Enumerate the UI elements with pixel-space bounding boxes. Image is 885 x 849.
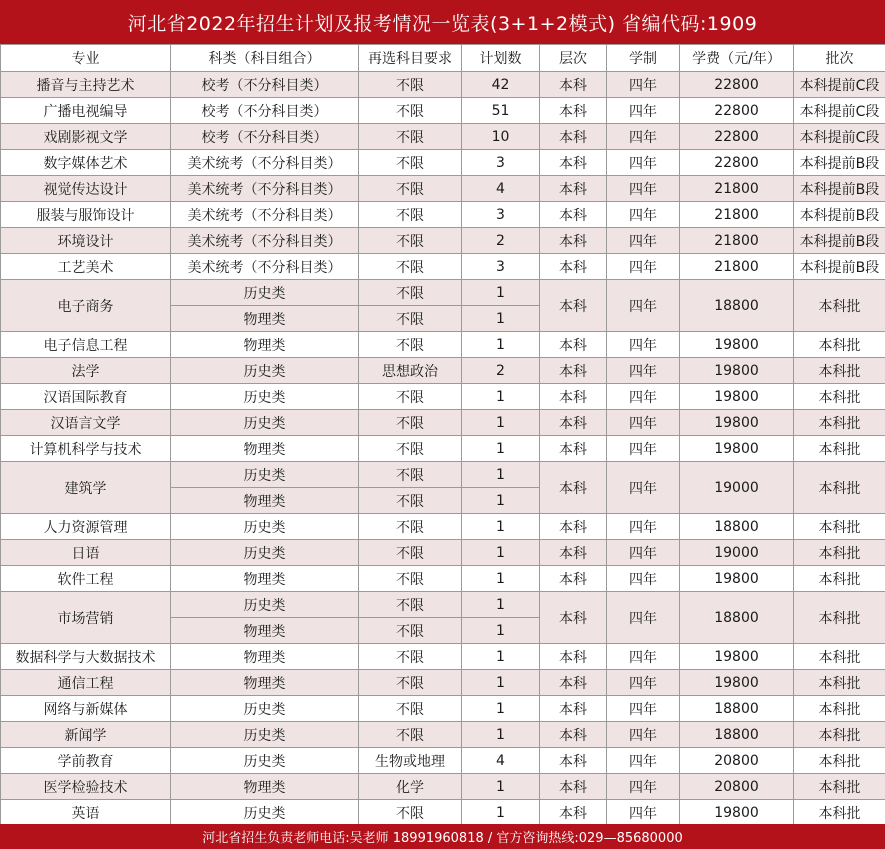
plan-count-cell: 1 <box>462 410 540 436</box>
table-row <box>1 670 885 696</box>
duration-cell: 四年 <box>607 670 680 696</box>
batch-cell: 本科批 <box>794 410 885 436</box>
batch-cell: 本科提前B段 <box>794 228 885 254</box>
plan-count-cell: 1 <box>462 462 540 488</box>
plan-count-cell: 1 <box>462 696 540 722</box>
batch-cell: 本科批 <box>794 774 885 800</box>
level-cell: 本科 <box>540 566 607 592</box>
duration-cell: 四年 <box>607 540 680 566</box>
table-row <box>1 176 885 202</box>
table-row <box>1 800 885 826</box>
level-cell: 本科 <box>540 358 607 384</box>
tuition-cell: 19800 <box>680 644 794 670</box>
category-cell: 物理类 <box>171 670 359 696</box>
category-cell: 历史类 <box>171 410 359 436</box>
level-cell: 本科 <box>540 176 607 202</box>
tuition-cell: 19800 <box>680 332 794 358</box>
batch-cell: 本科批 <box>794 800 885 826</box>
major-cell: 英语 <box>1 800 171 826</box>
plan-count-cell: 1 <box>462 670 540 696</box>
requirement-cell: 不限 <box>359 280 462 306</box>
duration-cell: 四年 <box>607 436 680 462</box>
major-cell: 电子商务 <box>1 280 171 332</box>
level-cell: 本科 <box>540 436 607 462</box>
category-cell: 美术统考（不分科目类） <box>171 202 359 228</box>
category-cell: 历史类 <box>171 696 359 722</box>
table-row <box>1 644 885 670</box>
level-cell: 本科 <box>540 228 607 254</box>
level-cell: 本科 <box>540 202 607 228</box>
requirement-cell: 不限 <box>359 124 462 150</box>
level-cell: 本科 <box>540 514 607 540</box>
category-cell: 校考（不分科目类） <box>171 98 359 124</box>
requirement-cell: 不限 <box>359 722 462 748</box>
batch-cell: 本科批 <box>794 722 885 748</box>
table-row <box>1 410 885 436</box>
plan-count-cell: 1 <box>462 436 540 462</box>
tuition-cell: 19000 <box>680 540 794 566</box>
plan-count-cell: 1 <box>462 644 540 670</box>
category-cell: 历史类 <box>171 748 359 774</box>
category-cell: 物理类 <box>171 774 359 800</box>
level-cell: 本科 <box>540 332 607 358</box>
plan-count-cell: 4 <box>462 748 540 774</box>
level-cell: 本科 <box>540 774 607 800</box>
table-header-row <box>1 45 885 72</box>
table-row <box>1 228 885 254</box>
major-cell: 服装与服饰设计 <box>1 202 171 228</box>
duration-cell: 四年 <box>607 202 680 228</box>
duration-cell: 四年 <box>607 254 680 280</box>
table-row <box>1 774 885 800</box>
table-row <box>1 332 885 358</box>
requirement-cell: 不限 <box>359 98 462 124</box>
plan-count-cell: 1 <box>462 280 540 306</box>
table-row <box>1 254 885 280</box>
major-cell: 电子信息工程 <box>1 332 171 358</box>
tuition-cell: 22800 <box>680 98 794 124</box>
plan-count-cell: 1 <box>462 618 540 644</box>
contact-footer: 河北省招生负责老师电话:吴老师 18991960818 / 官方咨询热线:029—85680000 <box>0 824 885 849</box>
level-cell: 本科 <box>540 540 607 566</box>
category-cell: 美术统考（不分科目类） <box>171 176 359 202</box>
major-cell: 视觉传达设计 <box>1 176 171 202</box>
batch-cell: 本科批 <box>794 462 885 514</box>
requirement-cell: 不限 <box>359 514 462 540</box>
major-cell: 戏剧影视文学 <box>1 124 171 150</box>
category-cell: 物理类 <box>171 618 359 644</box>
requirement-cell: 不限 <box>359 618 462 644</box>
table-row <box>1 72 885 98</box>
column-header: 科类（科目组合） <box>171 45 359 72</box>
level-cell: 本科 <box>540 670 607 696</box>
requirement-cell: 不限 <box>359 332 462 358</box>
table-row <box>1 150 885 176</box>
tuition-cell: 19800 <box>680 670 794 696</box>
major-cell: 医学检验技术 <box>1 774 171 800</box>
plan-count-cell: 1 <box>462 306 540 332</box>
duration-cell: 四年 <box>607 98 680 124</box>
batch-cell: 本科批 <box>794 436 885 462</box>
category-cell: 物理类 <box>171 644 359 670</box>
category-cell: 历史类 <box>171 280 359 306</box>
plan-count-cell: 1 <box>462 332 540 358</box>
major-cell: 计算机科学与技术 <box>1 436 171 462</box>
major-cell: 网络与新媒体 <box>1 696 171 722</box>
major-cell: 数据科学与大数据技术 <box>1 644 171 670</box>
plan-count-cell: 1 <box>462 540 540 566</box>
duration-cell: 四年 <box>607 280 680 332</box>
category-cell: 历史类 <box>171 514 359 540</box>
table-row <box>1 566 885 592</box>
level-cell: 本科 <box>540 98 607 124</box>
table-row <box>1 748 885 774</box>
batch-cell: 本科批 <box>794 592 885 644</box>
batch-cell: 本科批 <box>794 540 885 566</box>
requirement-cell: 不限 <box>359 462 462 488</box>
plan-count-cell: 2 <box>462 358 540 384</box>
level-cell: 本科 <box>540 410 607 436</box>
duration-cell: 四年 <box>607 124 680 150</box>
batch-cell: 本科批 <box>794 566 885 592</box>
tuition-cell: 21800 <box>680 228 794 254</box>
major-cell: 数字媒体艺术 <box>1 150 171 176</box>
level-cell: 本科 <box>540 592 607 644</box>
level-cell: 本科 <box>540 696 607 722</box>
batch-cell: 本科批 <box>794 748 885 774</box>
requirement-cell: 不限 <box>359 228 462 254</box>
requirement-cell: 不限 <box>359 410 462 436</box>
batch-cell: 本科批 <box>794 358 885 384</box>
table-row <box>1 358 885 384</box>
category-cell: 历史类 <box>171 722 359 748</box>
column-header: 学费（元/年） <box>680 45 794 72</box>
tuition-cell: 22800 <box>680 124 794 150</box>
duration-cell: 四年 <box>607 462 680 514</box>
level-cell: 本科 <box>540 800 607 826</box>
major-cell: 环境设计 <box>1 228 171 254</box>
tuition-cell: 19800 <box>680 358 794 384</box>
major-cell: 市场营销 <box>1 592 171 644</box>
major-cell: 软件工程 <box>1 566 171 592</box>
level-cell: 本科 <box>540 644 607 670</box>
duration-cell: 四年 <box>607 228 680 254</box>
duration-cell: 四年 <box>607 176 680 202</box>
tuition-cell: 19800 <box>680 384 794 410</box>
tuition-cell: 20800 <box>680 774 794 800</box>
batch-cell: 本科批 <box>794 514 885 540</box>
major-cell: 人力资源管理 <box>1 514 171 540</box>
major-cell: 汉语言文学 <box>1 410 171 436</box>
category-cell: 历史类 <box>171 592 359 618</box>
duration-cell: 四年 <box>607 644 680 670</box>
tuition-cell: 19800 <box>680 566 794 592</box>
level-cell: 本科 <box>540 150 607 176</box>
table-body <box>1 72 885 826</box>
batch-cell: 本科批 <box>794 332 885 358</box>
plan-count-cell: 1 <box>462 722 540 748</box>
table-row <box>1 280 885 306</box>
duration-cell: 四年 <box>607 748 680 774</box>
column-header: 批次 <box>794 45 885 72</box>
level-cell: 本科 <box>540 384 607 410</box>
requirement-cell: 不限 <box>359 592 462 618</box>
duration-cell: 四年 <box>607 514 680 540</box>
column-header: 层次 <box>540 45 607 72</box>
table-row <box>1 540 885 566</box>
category-cell: 物理类 <box>171 566 359 592</box>
tuition-cell: 19800 <box>680 800 794 826</box>
tuition-cell: 18800 <box>680 592 794 644</box>
tuition-cell: 18800 <box>680 514 794 540</box>
tuition-cell: 22800 <box>680 72 794 98</box>
duration-cell: 四年 <box>607 774 680 800</box>
requirement-cell: 不限 <box>359 696 462 722</box>
batch-cell: 本科批 <box>794 644 885 670</box>
column-header: 计划数 <box>462 45 540 72</box>
plan-count-cell: 1 <box>462 514 540 540</box>
duration-cell: 四年 <box>607 72 680 98</box>
plan-count-cell: 3 <box>462 254 540 280</box>
table-row <box>1 462 885 488</box>
tuition-cell: 18800 <box>680 696 794 722</box>
requirement-cell: 不限 <box>359 670 462 696</box>
column-header: 再选科目要求 <box>359 45 462 72</box>
page-title: 河北省2022年招生计划及报考情况一览表(3+1+2模式) 省编代码:1909 <box>0 0 885 44</box>
requirement-cell: 不限 <box>359 202 462 228</box>
category-cell: 物理类 <box>171 436 359 462</box>
category-cell: 物理类 <box>171 488 359 514</box>
table-row <box>1 98 885 124</box>
level-cell: 本科 <box>540 748 607 774</box>
plan-count-cell: 51 <box>462 98 540 124</box>
requirement-cell: 不限 <box>359 306 462 332</box>
plan-count-cell: 3 <box>462 202 540 228</box>
duration-cell: 四年 <box>607 384 680 410</box>
table-row <box>1 514 885 540</box>
level-cell: 本科 <box>540 722 607 748</box>
plan-count-cell: 1 <box>462 800 540 826</box>
tuition-cell: 20800 <box>680 748 794 774</box>
plan-count-cell: 1 <box>462 488 540 514</box>
batch-cell: 本科提前B段 <box>794 176 885 202</box>
duration-cell: 四年 <box>607 358 680 384</box>
duration-cell: 四年 <box>607 800 680 826</box>
tuition-cell: 22800 <box>680 150 794 176</box>
level-cell: 本科 <box>540 254 607 280</box>
major-cell: 汉语国际教育 <box>1 384 171 410</box>
requirement-cell: 不限 <box>359 254 462 280</box>
batch-cell: 本科提前C段 <box>794 72 885 98</box>
requirement-cell: 不限 <box>359 384 462 410</box>
requirement-cell: 不限 <box>359 644 462 670</box>
category-cell: 历史类 <box>171 540 359 566</box>
major-cell: 播音与主持艺术 <box>1 72 171 98</box>
tuition-cell: 21800 <box>680 176 794 202</box>
requirement-cell: 化学 <box>359 774 462 800</box>
tuition-cell: 18800 <box>680 722 794 748</box>
column-header: 专业 <box>1 45 171 72</box>
tuition-cell: 21800 <box>680 202 794 228</box>
major-cell: 广播电视编导 <box>1 98 171 124</box>
requirement-cell: 不限 <box>359 150 462 176</box>
duration-cell: 四年 <box>607 722 680 748</box>
table-row <box>1 384 885 410</box>
category-cell: 美术统考（不分科目类） <box>171 150 359 176</box>
table-row <box>1 436 885 462</box>
category-cell: 历史类 <box>171 462 359 488</box>
batch-cell: 本科提前B段 <box>794 202 885 228</box>
category-cell: 历史类 <box>171 358 359 384</box>
category-cell: 美术统考（不分科目类） <box>171 254 359 280</box>
requirement-cell: 思想政治 <box>359 358 462 384</box>
table-row <box>1 202 885 228</box>
enrollment-plan-table <box>0 44 885 826</box>
category-cell: 物理类 <box>171 332 359 358</box>
batch-cell: 本科提前C段 <box>794 98 885 124</box>
batch-cell: 本科提前B段 <box>794 254 885 280</box>
category-cell: 历史类 <box>171 800 359 826</box>
tuition-cell: 19800 <box>680 436 794 462</box>
batch-cell: 本科提前C段 <box>794 124 885 150</box>
major-cell: 法学 <box>1 358 171 384</box>
batch-cell: 本科批 <box>794 696 885 722</box>
level-cell: 本科 <box>540 124 607 150</box>
table-row <box>1 722 885 748</box>
plan-count-cell: 1 <box>462 774 540 800</box>
plan-count-cell: 10 <box>462 124 540 150</box>
requirement-cell: 不限 <box>359 540 462 566</box>
major-cell: 通信工程 <box>1 670 171 696</box>
plan-count-cell: 3 <box>462 150 540 176</box>
requirement-cell: 不限 <box>359 566 462 592</box>
duration-cell: 四年 <box>607 566 680 592</box>
batch-cell: 本科批 <box>794 384 885 410</box>
plan-count-cell: 1 <box>462 384 540 410</box>
requirement-cell: 不限 <box>359 488 462 514</box>
batch-cell: 本科批 <box>794 280 885 332</box>
major-cell: 工艺美术 <box>1 254 171 280</box>
table-row <box>1 592 885 618</box>
tuition-cell: 19000 <box>680 462 794 514</box>
category-cell: 美术统考（不分科目类） <box>171 228 359 254</box>
major-cell: 学前教育 <box>1 748 171 774</box>
major-cell: 日语 <box>1 540 171 566</box>
batch-cell: 本科提前B段 <box>794 150 885 176</box>
table-row <box>1 124 885 150</box>
tuition-cell: 19800 <box>680 410 794 436</box>
duration-cell: 四年 <box>607 410 680 436</box>
duration-cell: 四年 <box>607 150 680 176</box>
plan-count-cell: 1 <box>462 566 540 592</box>
plan-count-cell: 1 <box>462 592 540 618</box>
tuition-cell: 18800 <box>680 280 794 332</box>
requirement-cell: 不限 <box>359 72 462 98</box>
duration-cell: 四年 <box>607 592 680 644</box>
plan-count-cell: 2 <box>462 228 540 254</box>
level-cell: 本科 <box>540 280 607 332</box>
major-cell: 新闻学 <box>1 722 171 748</box>
level-cell: 本科 <box>540 72 607 98</box>
major-cell: 建筑学 <box>1 462 171 514</box>
batch-cell: 本科批 <box>794 670 885 696</box>
requirement-cell: 生物或地理 <box>359 748 462 774</box>
category-cell: 物理类 <box>171 306 359 332</box>
column-header: 学制 <box>607 45 680 72</box>
duration-cell: 四年 <box>607 332 680 358</box>
requirement-cell: 不限 <box>359 436 462 462</box>
category-cell: 历史类 <box>171 384 359 410</box>
tuition-cell: 21800 <box>680 254 794 280</box>
plan-count-cell: 42 <box>462 72 540 98</box>
requirement-cell: 不限 <box>359 800 462 826</box>
requirement-cell: 不限 <box>359 176 462 202</box>
category-cell: 校考（不分科目类） <box>171 124 359 150</box>
duration-cell: 四年 <box>607 696 680 722</box>
table-row <box>1 696 885 722</box>
level-cell: 本科 <box>540 462 607 514</box>
plan-count-cell: 4 <box>462 176 540 202</box>
category-cell: 校考（不分科目类） <box>171 72 359 98</box>
